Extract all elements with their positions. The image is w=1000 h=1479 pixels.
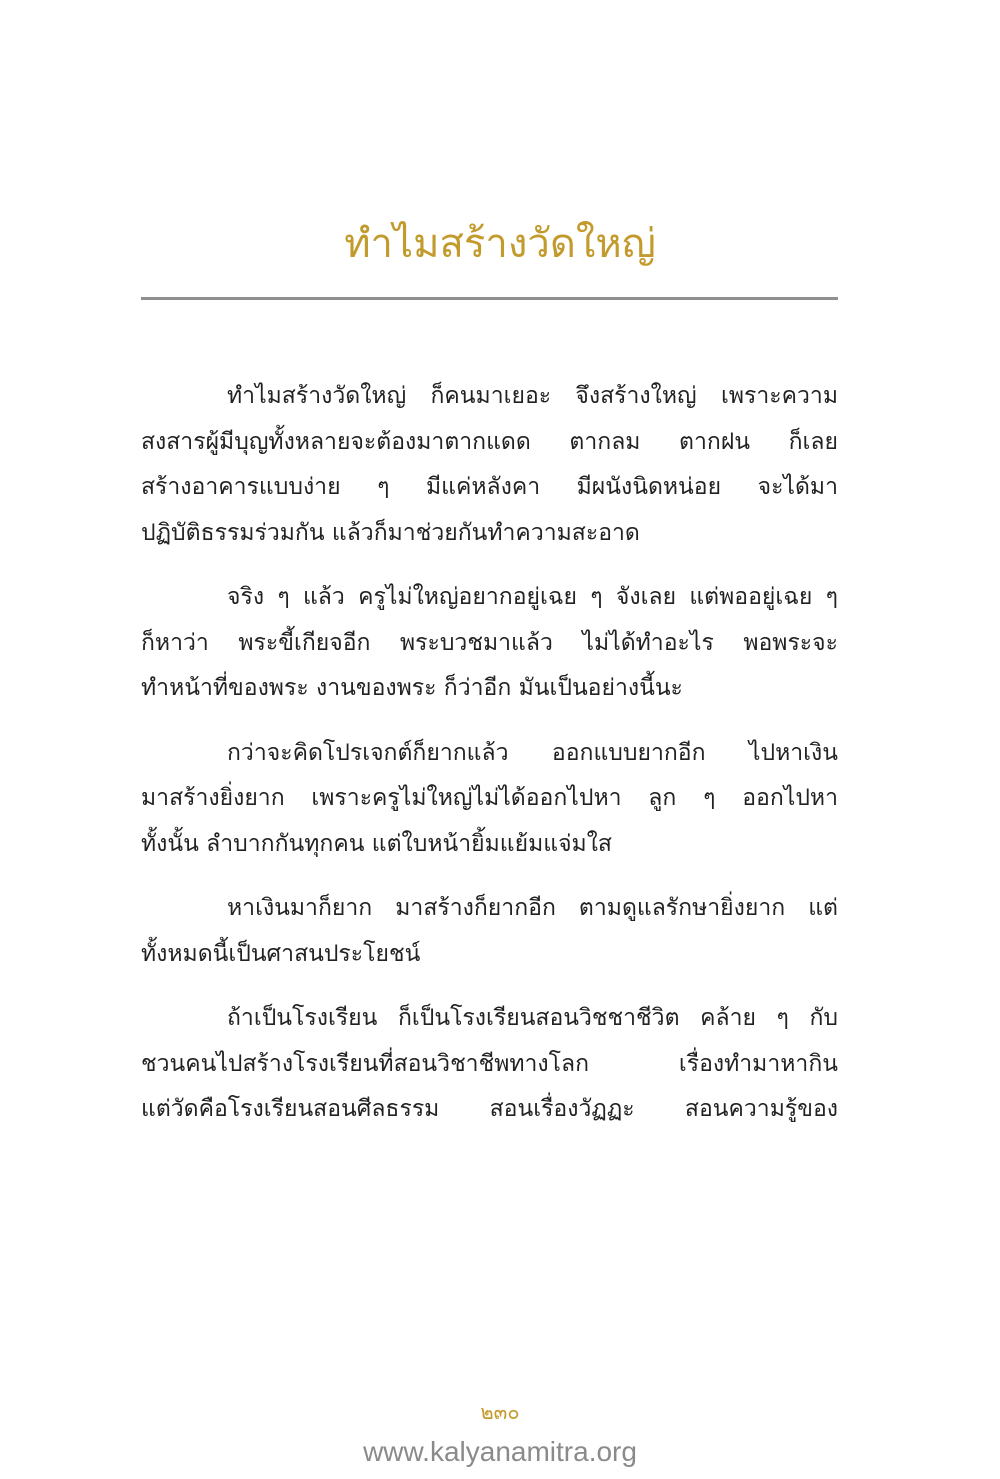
- paragraph-4: [141, 886, 838, 977]
- page-number: ๒๓๐: [480, 1400, 520, 1424]
- paragraph-line: ก็หาว่า พระขี้เกียจอีก พระบวชมาแล้ว ไม่ได้ทำอะไร พอพระจะ: [141, 629, 838, 656]
- paragraph-line: กว่าจะคิดโปรเจกต์ก็ยากแล้ว ออกแบบยากอีก ไปหาเงิน: [227, 739, 838, 766]
- paragraph-line: ปฏิบัติธรรมร่วมกัน แล้วก็มาช่วยกันทำความสะอาด: [141, 519, 640, 546]
- paragraph-3: [141, 731, 838, 868]
- paragraph-line: มาสร้างยิ่งยาก เพราะครูไม่ใหญ่ไม่ได้ออกไปหา ลูก ๆ ออกไปหา: [141, 785, 838, 811]
- paragraph-line: สร้างอาคารแบบง่าย ๆ มีแค่หลังคา มีผนังนิดหน่อย จะได้มา: [141, 474, 838, 500]
- paragraph-line: ชวนคนไปสร้างโรงเรียนที่สอนวิชาชีพทางโลก เรื่องทำมาหากิน: [141, 1050, 838, 1077]
- body-text: [141, 374, 838, 1152]
- page-title: ทำไมสร้างวัดใหญ่: [344, 221, 656, 267]
- paragraph-line: จริง ๆ แล้ว ครูไม่ใหญ่อยากอยู่เฉย ๆ จังเลย แต่พออยู่เฉย ๆ: [227, 584, 838, 610]
- paragraph-line: แต่วัดคือโรงเรียนสอนศีลธรรม สอนเรื่องวัฏฏะ สอนความรู้ของ: [141, 1096, 838, 1122]
- paragraph-5: [141, 996, 838, 1133]
- footer-url: www.kalyanamitra.org: [363, 1436, 637, 1467]
- paragraph-line: ทั้งหมดนี้เป็นศาสนประโยชน์: [141, 940, 421, 967]
- paragraph-line: สงสารผู้มีบุญทั้งหลายจะต้องมาตากแดด ตากลม ตากฝน ก็เลย: [141, 428, 838, 455]
- title-divider: [141, 297, 838, 300]
- paragraph-2: [141, 575, 838, 712]
- paragraph-line: ทำหน้าที่ของพระ งานของพระ ก็ว่าอีก มันเป็นอย่างนี้นะ: [141, 675, 683, 701]
- paragraph-line: ทำไมสร้างวัดใหญ่ ก็คนมาเยอะ จึงสร้างใหญ่ เพราะความ: [227, 383, 838, 409]
- paragraph-line: ทั้งนั้น ลำบากกันทุกคน แต่ใบหน้ายิ้มแย้มแจ่มใส: [141, 830, 612, 857]
- paragraph-line: หาเงินมาก็ยาก มาสร้างก็ยากอีก ตามดูแลรักษายิ่งยาก แต่: [227, 895, 838, 921]
- paragraph-1: [141, 374, 838, 556]
- paragraph-line: ถ้าเป็นโรงเรียน ก็เป็นโรงเรียนสอนวิชชาชีวิต คล้าย ๆ กับ: [227, 1005, 838, 1031]
